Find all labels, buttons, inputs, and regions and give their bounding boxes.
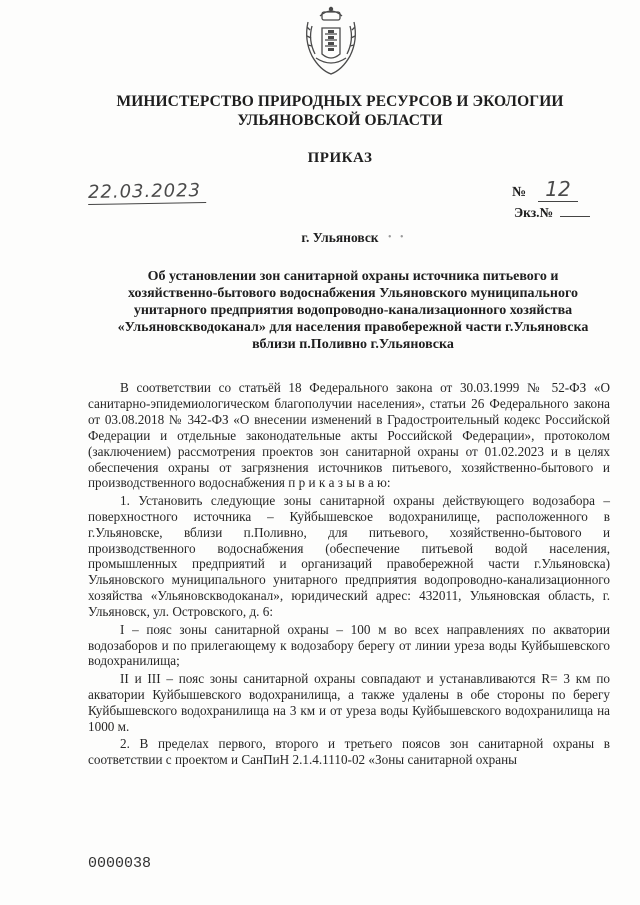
subject-line: Об установлении зон санитарной охраны источника питьевого и: [147, 269, 559, 284]
paragraph-preamble: В соответствии со статьёй 18 Федерального закона от 30.03.1999 № 52-ФЗ «О санитарно-эпидемиологическом благополучии населения», статьи 26 Федерального закона от 03.08.2018 № 342-ФЗ «О внесении изменений в Градостроительный кодекс Российской Федерации и отдельные законодательные акты Российской Федерации», протоколом (заключением) рассмотрения проектов зон санитарной охраны от 01.02.2023 и в целях обеспечения охраны от загрязнения источников питьевого, хозяйственно-бытового и производственного водоснабжения п р и к а з ы в а ю:: [88, 380, 610, 491]
decorative-dots: • •: [388, 232, 407, 243]
subject-line: вблизи п.Поливно г.Ульяновска: [252, 337, 454, 352]
number-label: №: [512, 185, 527, 200]
city: г. Ульяновск: [301, 230, 379, 245]
coat-of-arms-icon: [300, 0, 362, 84]
order-subject: [92, 268, 614, 353]
document-type: ПРИКАЗ: [307, 150, 373, 166]
ministry-name: [60, 92, 620, 130]
subject-line: хозяйственно-бытового водоснабжения Ульяновского муниципального: [127, 286, 578, 301]
copy-number-blank: [560, 216, 590, 217]
order-number: 12: [538, 177, 578, 202]
order-body: [88, 380, 610, 768]
subject-line: «Ульяновскводоканал» для населения правобережной части г.Ульяновска: [117, 320, 589, 335]
ministry-line: МИНИСТЕРСТВО ПРИРОДНЫХ РЕСУРСОВ И ЭКОЛОГИИ: [116, 93, 564, 110]
paragraph-item-2: 2. В пределах первого, второго и третьего поясов зон санитарной охраны в соответствии с проектом и СанПиН 2.1.4.1110-02 «Зоны санитарной охраны: [88, 735, 610, 767]
paragraph-zone-2-3: II и III – пояс зоны санитарной охраны совпадают и устанавливаются R= 3 км по акватории Куйбышевского водохранилища, а также удалены в обе стороны по берегу Куйбышевского водохранилища на 3 км и от уреза воды Куйбышевского водохранилища на 1000 м.: [88, 670, 610, 734]
order-date: 22.03.2023: [88, 180, 206, 205]
subject-line: унитарного предприятия водопроводно-канализационного хозяйства: [133, 303, 573, 318]
page-identifier: 0000038: [88, 855, 152, 872]
ministry-line: УЛЬЯНОВСКОЙ ОБЛАСТИ: [237, 112, 443, 129]
paragraph-item-1: 1. Установить следующие зоны санитарной охраны действующего водозабора – поверхностного источника – Куйбышевское водохранилище, расположенного в г.Ульяновске, вблизи п.Поливно, для питьевого, хозяйственно-бытового и производственного водоснабжения (обеспечение питьевой водой населения, промышленных предприятий и организаций правобережной части г.Ульяновска) Ульяновского муниципального унитарного предприятия водопроводно-канализационного хозяйства «Ульяновскводоканал», юридический адрес: 432011, Ульяновская область, г. Ульяновск, ул. Островского, д. 6:: [88, 492, 610, 620]
copy-number-label: Экз.№: [514, 205, 554, 220]
paragraph-zone-1: I – пояс зоны санитарной охраны – 100 м во всех направлениях по акватории водозаборов и по прилегающему к водозабору берегу от линии уреза воды Куйбышевского водохранилища;: [88, 621, 610, 669]
